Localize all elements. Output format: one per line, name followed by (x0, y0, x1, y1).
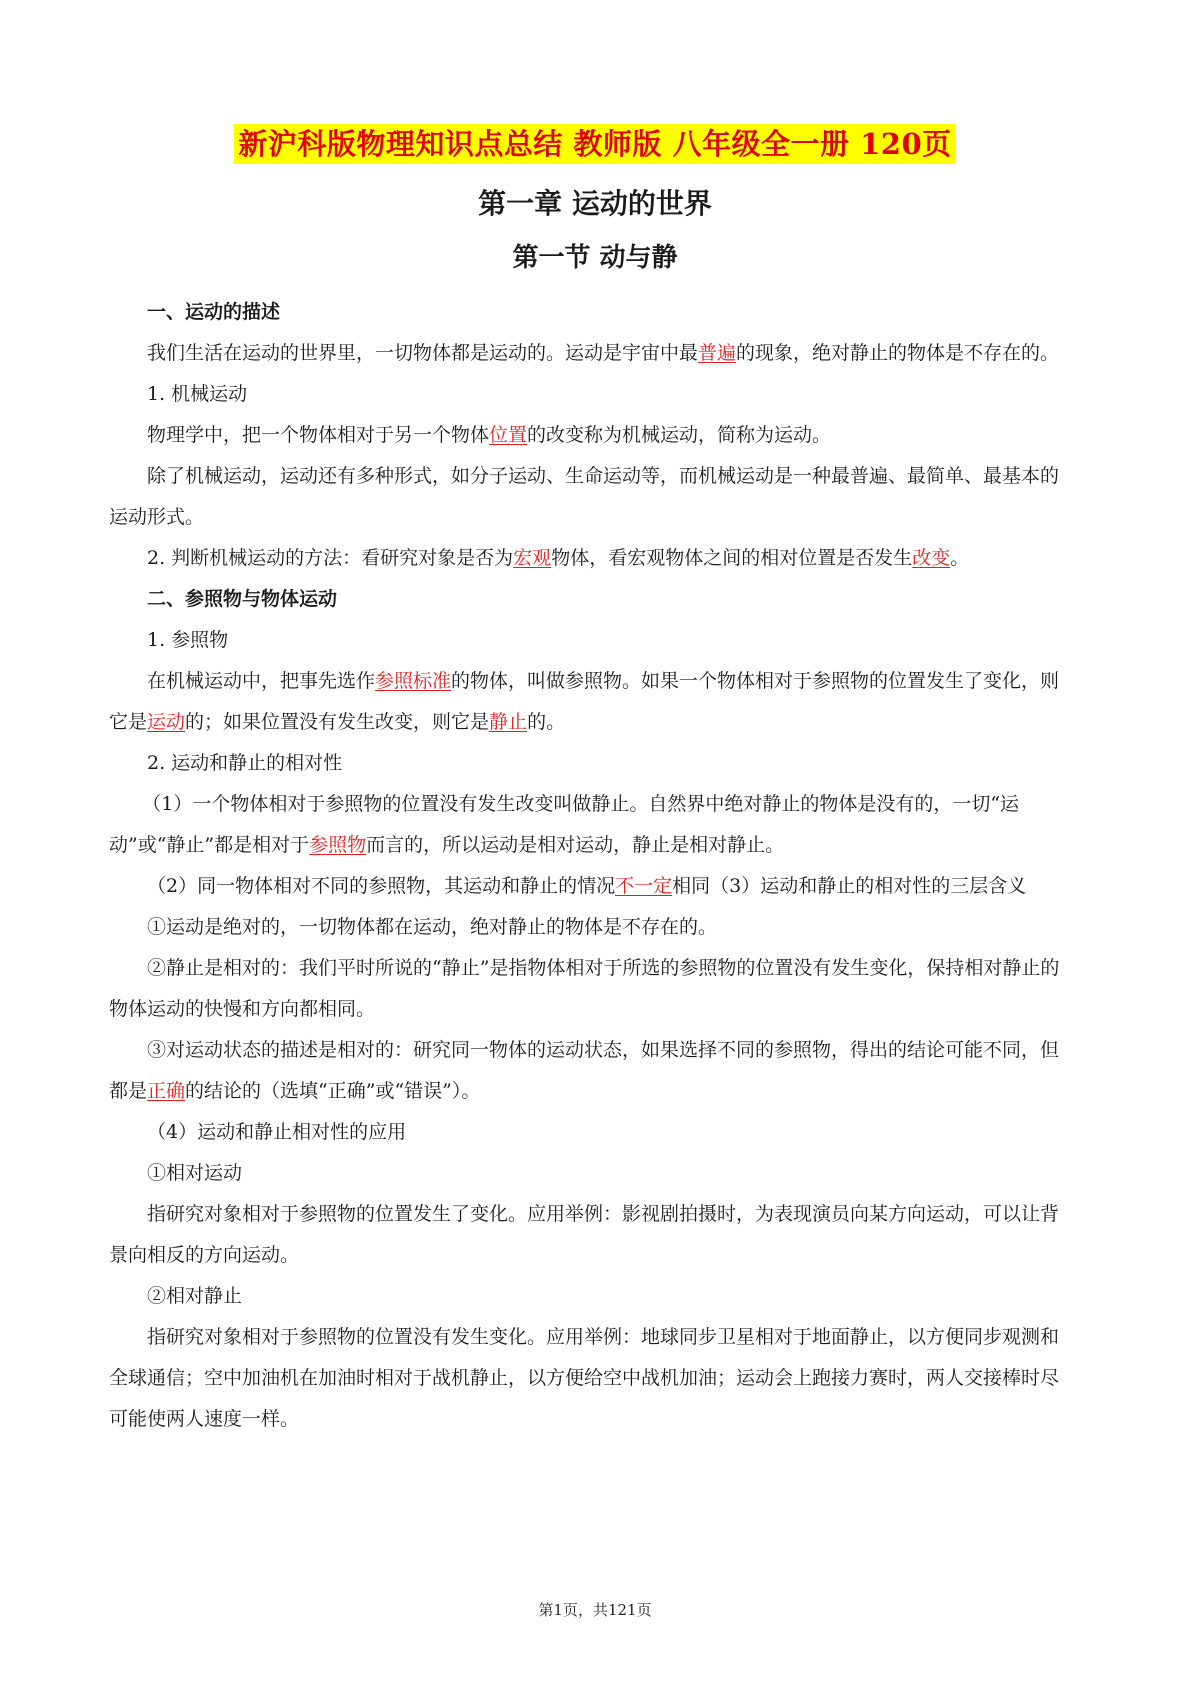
paragraph (109, 333, 1077, 374)
fill-blank: 运动 (147, 711, 186, 733)
section-title: 第一节 动与静 (512, 243, 678, 273)
fill-blank: 参照物 (309, 834, 367, 856)
paragraph: ②静止是相对的：我们平时所说的“静止”是指物体相对于所选的参照物的位置没有发生变化，保持相对静止的物体运动的快慢和方向都相同。 (109, 957, 1060, 1020)
text: 的现象，绝对静止的物体是不存在的。 (736, 342, 1060, 364)
chapter-title: 第一章 运动的世界 (478, 187, 712, 220)
text: 的；如果位置没有发生改变，则它是 (185, 711, 490, 733)
fill-blank: 参照标准 (375, 670, 452, 692)
fill-blank: 不一定 (615, 875, 673, 897)
paragraph (109, 1030, 1077, 1112)
doc-title: 新沪科版物理知识点总结 教师版 八年级全一册 120页 (234, 124, 955, 164)
fill-blank: 宏观 (513, 547, 552, 569)
body-content (109, 292, 1077, 1440)
text: 。 (950, 547, 970, 569)
paragraph (109, 784, 1077, 866)
paragraph (109, 661, 1077, 743)
text: （2）同一物体相对不同的参照物，其运动和静止的情况 (147, 875, 616, 897)
text: 我们生活在运动的世界里，一切物体都是运动的。运动是宇宙中最 (147, 342, 699, 364)
paragraph: ①运动是绝对的，一切物体都在运动，绝对静止的物体是不存在的。 (147, 916, 718, 938)
text: 2. 判断机械运动的方法：看研究对象是否为 (147, 547, 514, 569)
fill-blank: 改变 (912, 547, 951, 569)
text: 的。 (527, 711, 566, 733)
paragraph (109, 866, 1077, 907)
paragraph: 指研究对象相对于参照物的位置发生了变化。应用举例：影视剧拍摄时，为表现演员向某方向运动，可以让背景向相反的方向运动。 (109, 1203, 1060, 1266)
text: 的结论的（选填“正确”或“错误”）。 (185, 1080, 481, 1102)
text: 而言的，所以运动是相对运动，静止是相对静止。 (366, 834, 785, 856)
text: （1）一个物体相对于参照物的位置没有发生改变叫做静止。自然界中绝对静止的物体是没有的，一切“运动”或“静止”都是相对于 (109, 793, 1020, 856)
text: 在机械运动中，把事先选作 (147, 670, 376, 692)
paragraph: 指研究对象相对于参照物的位置没有发生变化。应用举例：地球同步卫星相对于地面静止，以方便同步观测和全球通信；空中加油机在加油时相对于战机静止，以方便给空中战机加油；运动会上跑接力赛时，两人交接棒时尽可能使两人速度一样。 (109, 1326, 1060, 1430)
list-item: 2. 运动和静止的相对性 (147, 752, 343, 774)
fill-blank: 位置 (489, 424, 528, 446)
text: 的改变称为机械运动，简称为运动。 (527, 424, 832, 446)
paragraph: （4）运动和静止相对性的应用 (147, 1121, 407, 1143)
page-footer: 第1页，共121页 (538, 1601, 652, 1619)
fill-blank: 普遍 (698, 342, 737, 364)
paragraph: ②相对静止 (147, 1285, 243, 1307)
fill-blank: 正确 (147, 1080, 186, 1102)
text: ③对运动状态的描述是相对的：研究同一物体的运动状态，如果选择不同的参照物，得出的结论可能不同，但都是 (109, 1039, 1060, 1102)
paragraph (109, 415, 1077, 456)
heading-motion-description: 一、运动的描述 (147, 301, 281, 323)
text: 物理学中，把一个物体相对于另一个物体 (147, 424, 490, 446)
paragraph (109, 538, 1077, 579)
list-item: 1. 机械运动 (147, 383, 248, 405)
text: 相同（3）运动和静止的相对性的三层含义 (672, 875, 1027, 897)
list-item: 1. 参照物 (147, 629, 229, 651)
fill-blank: 静止 (489, 711, 528, 733)
doc-title-container (0, 124, 1190, 164)
paragraph: 除了机械运动，运动还有多种形式，如分子运动、生命运动等，而机械运动是一种最普遍、最简单、最基本的运动形式。 (109, 465, 1060, 528)
text: 的物体，叫做参照物。如果一个物体相对于参照物的位置发生了变化，则它是 (109, 670, 1060, 733)
text: 物体，看宏观物体之间的相对位置是否发生 (551, 547, 913, 569)
heading-reference-frame: 二、参照物与物体运动 (147, 588, 338, 610)
paragraph: ①相对运动 (147, 1162, 243, 1184)
